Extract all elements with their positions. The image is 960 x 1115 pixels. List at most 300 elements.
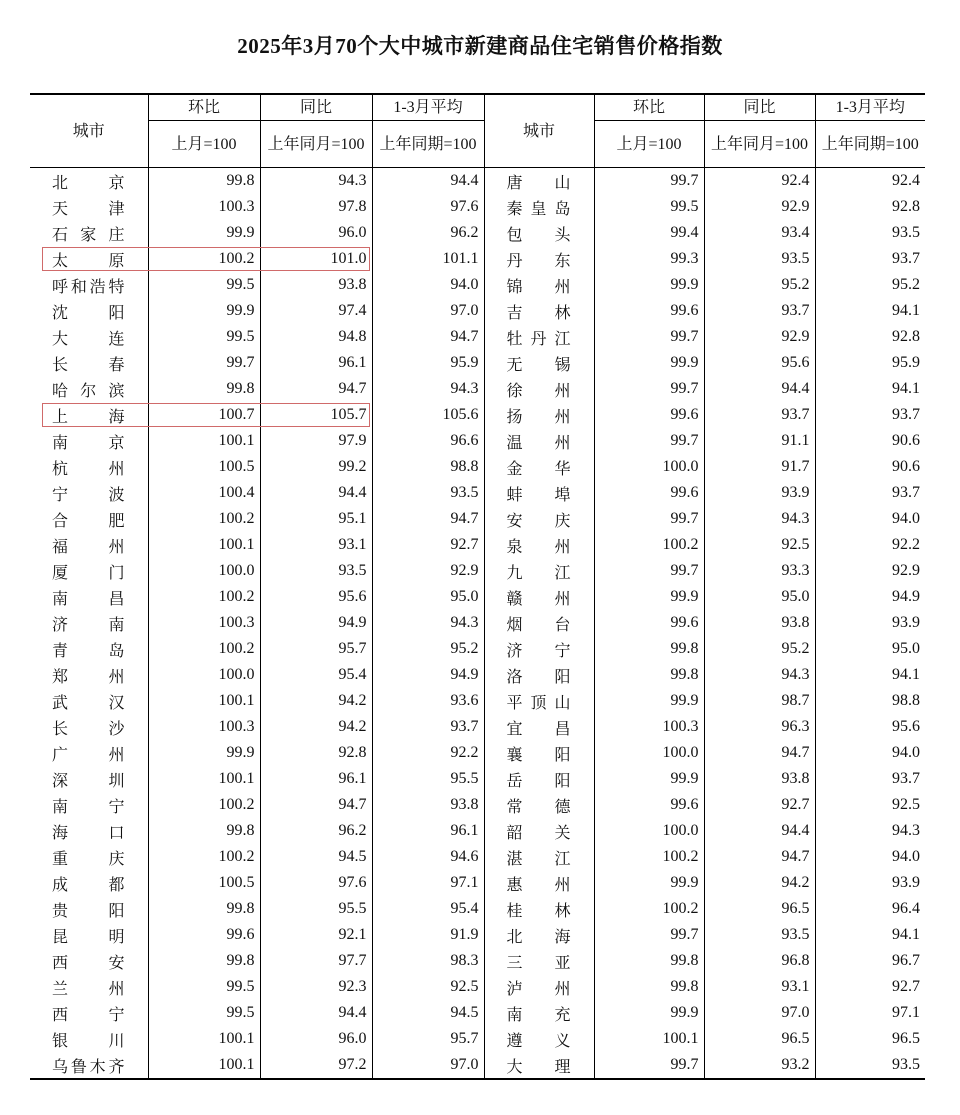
right-avg-cell: 94.1	[815, 376, 925, 402]
left-avg-cell: 98.8	[372, 454, 484, 480]
right-avg-cell: 95.9	[815, 350, 925, 376]
right-mom-cell: 99.6	[594, 792, 704, 818]
left-yoy-cell: 94.7	[260, 792, 372, 818]
left-mom-cell: 99.8	[148, 948, 260, 974]
right-yoy-cell: 93.8	[704, 766, 815, 792]
right-mom-cell: 99.7	[594, 506, 704, 532]
right-city-cell: 三亚	[506, 954, 571, 972]
right-yoy-cell: 94.2	[704, 870, 815, 896]
right-mom-cell: 99.9	[594, 766, 704, 792]
right-avg-cell: 94.0	[815, 506, 925, 532]
left-city-cell: 深圳	[52, 772, 125, 790]
left-avg-cell: 98.3	[372, 948, 484, 974]
right-avg-cell: 94.0	[815, 844, 925, 870]
right-avg-cell: 92.8	[815, 324, 925, 350]
left-yoy-cell: 95.5	[260, 896, 372, 922]
left-city-cell: 青岛	[52, 642, 125, 660]
left-yoy-cell: 95.1	[260, 506, 372, 532]
right-mom-cell: 99.9	[594, 1000, 704, 1026]
left-mom-cell: 100.2	[148, 246, 260, 272]
left-mom-cell: 100.3	[148, 610, 260, 636]
left-mom-cell: 100.1	[148, 1052, 260, 1079]
right-avg-cell: 90.6	[815, 454, 925, 480]
table-row	[30, 714, 925, 740]
left-mom-cell: 99.8	[148, 168, 260, 195]
right-city-cell: 湛江	[506, 850, 571, 868]
left-mom-cell: 100.1	[148, 428, 260, 454]
left-avg-cell: 95.4	[372, 896, 484, 922]
right-mom-cell: 99.6	[594, 610, 704, 636]
right-yoy-cell: 93.8	[704, 610, 815, 636]
table-body	[30, 168, 925, 1080]
right-city-cell: 徐州	[506, 382, 571, 400]
right-mom-cell: 99.9	[594, 584, 704, 610]
left-city-cell: 济南	[52, 616, 125, 634]
right-city-cell: 烟台	[506, 616, 571, 634]
table-row	[30, 1000, 925, 1026]
left-city-cell: 哈尔滨	[52, 382, 125, 400]
left-city-cell: 呼和浩特	[52, 278, 125, 296]
right-city-cell: 蚌埠	[506, 486, 571, 504]
right-mom-cell: 99.5	[594, 194, 704, 220]
left-mom-cell: 100.2	[148, 506, 260, 532]
left-yoy-cell: 99.2	[260, 454, 372, 480]
right-yoy-cell: 92.5	[704, 532, 815, 558]
right-yoy-cell: 93.7	[704, 298, 815, 324]
left-yoy-cell: 97.2	[260, 1052, 372, 1079]
right-yoy-cell: 95.6	[704, 350, 815, 376]
right-city-cell: 遵义	[506, 1032, 571, 1050]
left-city-cell: 天津	[52, 200, 125, 218]
left-avg-cell: 94.0	[372, 272, 484, 298]
left-avg-cell: 92.9	[372, 558, 484, 584]
right-yoy-cell: 94.4	[704, 818, 815, 844]
left-yoy-cell: 105.7	[260, 402, 372, 428]
right-yoy-cell: 94.4	[704, 376, 815, 402]
right-yoy-cell: 97.0	[704, 1000, 815, 1026]
left-avg-cell: 93.8	[372, 792, 484, 818]
table-row	[30, 168, 925, 195]
right-mom-cell: 99.7	[594, 428, 704, 454]
left-avg-cell: 97.6	[372, 194, 484, 220]
right-yoy-cell: 93.9	[704, 480, 815, 506]
left-avg-cell: 95.0	[372, 584, 484, 610]
table-row	[30, 584, 925, 610]
left-mom-cell: 100.0	[148, 558, 260, 584]
right-mom-cell: 100.0	[594, 454, 704, 480]
right-mom-cell: 99.7	[594, 324, 704, 350]
left-city-cell: 杭州	[52, 460, 125, 478]
right-yoy-cell: 93.5	[704, 246, 815, 272]
left-mom-cell: 100.1	[148, 532, 260, 558]
header-mom-base-right: 上月=100	[594, 121, 704, 168]
left-yoy-cell: 96.0	[260, 1026, 372, 1052]
left-city-cell: 大连	[52, 330, 125, 348]
right-city-cell: 赣州	[506, 590, 571, 608]
table-row	[30, 1052, 925, 1079]
right-mom-cell: 99.6	[594, 480, 704, 506]
right-yoy-cell: 93.1	[704, 974, 815, 1000]
right-avg-cell: 96.5	[815, 1026, 925, 1052]
right-city-cell: 秦皇岛	[506, 200, 571, 218]
left-yoy-cell: 94.2	[260, 688, 372, 714]
right-yoy-cell: 92.7	[704, 792, 815, 818]
left-city-cell: 沈阳	[52, 304, 125, 322]
right-city-cell: 九江	[506, 564, 571, 582]
header-avg-base-right: 上年同期=100	[815, 121, 925, 168]
right-mom-cell: 99.7	[594, 376, 704, 402]
right-mom-cell: 99.7	[594, 168, 704, 195]
left-avg-cell: 94.9	[372, 662, 484, 688]
right-avg-cell: 93.7	[815, 402, 925, 428]
right-yoy-cell: 94.7	[704, 740, 815, 766]
price-index-table	[30, 93, 925, 1080]
right-yoy-cell: 93.2	[704, 1052, 815, 1079]
right-avg-cell: 95.6	[815, 714, 925, 740]
left-city-cell: 上海	[52, 408, 125, 426]
left-avg-cell: 94.5	[372, 1000, 484, 1026]
right-city-cell: 岳阳	[506, 772, 571, 790]
right-city-cell: 宜昌	[506, 720, 571, 738]
left-yoy-cell: 94.4	[260, 480, 372, 506]
right-avg-cell: 93.7	[815, 246, 925, 272]
right-yoy-cell: 95.0	[704, 584, 815, 610]
right-mom-cell: 99.4	[594, 220, 704, 246]
left-yoy-cell: 94.9	[260, 610, 372, 636]
highlight-box	[42, 403, 370, 427]
right-mom-cell: 99.9	[594, 688, 704, 714]
right-yoy-cell: 91.7	[704, 454, 815, 480]
left-yoy-cell: 97.8	[260, 194, 372, 220]
right-avg-cell: 90.6	[815, 428, 925, 454]
right-city-cell: 唐山	[506, 174, 571, 192]
left-city-cell: 乌鲁木齐	[30, 1052, 148, 1079]
left-mom-cell: 99.5	[148, 324, 260, 350]
left-yoy-cell: 97.7	[260, 948, 372, 974]
left-mom-cell: 100.3	[148, 194, 260, 220]
table-row	[30, 740, 925, 766]
right-yoy-cell: 91.1	[704, 428, 815, 454]
left-city-cell: 西安	[52, 954, 125, 972]
left-city-cell: 福州	[52, 538, 125, 556]
left-mom-cell: 100.1	[148, 1026, 260, 1052]
left-mom-cell: 100.5	[148, 870, 260, 896]
left-avg-cell: 94.3	[372, 376, 484, 402]
right-city-cell: 扬州	[506, 408, 571, 426]
left-mom-cell: 100.2	[148, 844, 260, 870]
left-avg-cell: 97.0	[372, 298, 484, 324]
right-city-cell: 大理	[484, 1052, 594, 1079]
right-mom-cell: 99.6	[594, 402, 704, 428]
right-avg-cell: 95.2	[815, 272, 925, 298]
right-mom-cell: 99.8	[594, 662, 704, 688]
left-avg-cell: 94.7	[372, 324, 484, 350]
right-avg-cell: 92.7	[815, 974, 925, 1000]
table-row	[30, 506, 925, 532]
left-avg-cell: 97.1	[372, 870, 484, 896]
header-avg-base-left: 上年同期=100	[372, 121, 484, 168]
right-city-cell: 安庆	[506, 512, 571, 530]
table-row	[30, 922, 925, 948]
table-row	[30, 532, 925, 558]
left-city-cell: 海口	[52, 824, 125, 842]
right-yoy-cell: 95.2	[704, 636, 815, 662]
left-yoy-cell: 95.6	[260, 584, 372, 610]
header-avg-left: 1-3月平均	[372, 94, 484, 121]
right-city-cell: 北海	[506, 928, 571, 946]
left-city-cell: 郑州	[52, 668, 125, 686]
left-yoy-cell: 92.8	[260, 740, 372, 766]
page-title: 2025年3月70个大中城市新建商品住宅销售价格指数	[237, 34, 723, 58]
header-yoy-base-left: 上年同月=100	[260, 121, 372, 168]
left-avg-cell: 94.4	[372, 168, 484, 195]
left-mom-cell: 99.5	[148, 1000, 260, 1026]
right-city-cell: 惠州	[506, 876, 571, 894]
right-mom-cell: 100.2	[594, 844, 704, 870]
right-avg-cell: 96.4	[815, 896, 925, 922]
left-mom-cell: 100.2	[148, 792, 260, 818]
left-mom-cell: 100.3	[148, 714, 260, 740]
right-yoy-cell: 92.4	[704, 168, 815, 195]
right-avg-cell: 92.5	[815, 792, 925, 818]
left-city-cell: 重庆	[52, 850, 125, 868]
left-avg-cell: 95.7	[372, 1026, 484, 1052]
right-avg-cell: 93.5	[815, 220, 925, 246]
left-mom-cell: 99.5	[148, 272, 260, 298]
right-city-cell: 锦州	[506, 278, 571, 296]
left-yoy-cell: 94.2	[260, 714, 372, 740]
left-yoy-cell: 96.1	[260, 766, 372, 792]
table-row	[30, 844, 925, 870]
left-avg-cell: 105.6	[372, 402, 484, 428]
left-avg-cell: 101.1	[372, 246, 484, 272]
table-row	[30, 558, 925, 584]
right-yoy-cell: 95.2	[704, 272, 815, 298]
right-yoy-cell: 93.3	[704, 558, 815, 584]
left-yoy-cell: 93.8	[260, 272, 372, 298]
left-avg-cell: 94.6	[372, 844, 484, 870]
right-city-cell: 济宁	[506, 642, 571, 660]
left-avg-cell: 94.7	[372, 506, 484, 532]
left-mom-cell: 100.4	[148, 480, 260, 506]
right-city-cell: 牡丹江	[506, 330, 571, 348]
header-city-left: 城市	[30, 94, 148, 168]
left-yoy-cell: 101.0	[260, 246, 372, 272]
left-avg-cell: 97.0	[372, 1052, 484, 1079]
right-city-cell: 襄阳	[506, 746, 571, 764]
left-avg-cell: 93.6	[372, 688, 484, 714]
right-avg-cell: 93.9	[815, 870, 925, 896]
left-yoy-cell: 96.2	[260, 818, 372, 844]
right-avg-cell: 92.9	[815, 558, 925, 584]
right-mom-cell: 99.6	[594, 298, 704, 324]
right-city-cell: 桂林	[506, 902, 571, 920]
right-city-cell: 南充	[506, 1006, 571, 1024]
table-row	[30, 818, 925, 844]
right-yoy-cell: 96.8	[704, 948, 815, 974]
left-avg-cell: 96.2	[372, 220, 484, 246]
table-row	[30, 376, 925, 402]
left-mom-cell: 100.1	[148, 766, 260, 792]
left-yoy-cell: 93.1	[260, 532, 372, 558]
left-city-cell: 厦门	[52, 564, 125, 582]
left-avg-cell: 95.9	[372, 350, 484, 376]
left-yoy-cell: 97.6	[260, 870, 372, 896]
right-avg-cell: 93.9	[815, 610, 925, 636]
left-avg-cell: 95.5	[372, 766, 484, 792]
left-avg-cell: 91.9	[372, 922, 484, 948]
right-city-cell: 韶关	[506, 824, 571, 842]
left-mom-cell: 100.0	[148, 662, 260, 688]
header-avg-right: 1-3月平均	[815, 94, 925, 121]
right-mom-cell: 99.3	[594, 246, 704, 272]
left-city-cell: 长沙	[52, 720, 125, 738]
left-city-cell: 合肥	[52, 512, 125, 530]
left-yoy-cell: 97.4	[260, 298, 372, 324]
right-mom-cell: 100.3	[594, 714, 704, 740]
left-mom-cell: 99.8	[148, 376, 260, 402]
left-mom-cell: 99.8	[148, 818, 260, 844]
right-city-cell: 常德	[506, 798, 571, 816]
left-city-cell: 太原	[52, 252, 125, 270]
table-row	[30, 454, 925, 480]
right-yoy-cell: 96.5	[704, 1026, 815, 1052]
right-avg-cell: 94.1	[815, 922, 925, 948]
right-city-cell: 包头	[506, 226, 571, 244]
right-mom-cell: 99.8	[594, 948, 704, 974]
right-city-cell: 无锡	[506, 356, 571, 374]
left-yoy-cell: 94.3	[260, 168, 372, 195]
table-row	[30, 298, 925, 324]
left-yoy-cell: 96.1	[260, 350, 372, 376]
left-yoy-cell: 94.4	[260, 1000, 372, 1026]
left-avg-cell: 95.2	[372, 636, 484, 662]
right-yoy-cell: 94.3	[704, 506, 815, 532]
right-yoy-cell: 92.9	[704, 324, 815, 350]
highlight-box	[42, 247, 370, 271]
header-yoy-left: 同比	[260, 94, 372, 121]
left-city-cell: 南宁	[52, 798, 125, 816]
left-city-cell: 贵阳	[52, 902, 125, 920]
left-avg-cell: 96.6	[372, 428, 484, 454]
right-yoy-cell: 93.7	[704, 402, 815, 428]
right-city-cell: 金华	[506, 460, 571, 478]
right-city-cell: 洛阳	[506, 668, 571, 686]
table-row	[30, 428, 925, 454]
table-row	[30, 480, 925, 506]
left-avg-cell: 96.1	[372, 818, 484, 844]
left-mom-cell: 100.2	[148, 584, 260, 610]
right-avg-cell: 93.7	[815, 480, 925, 506]
right-mom-cell: 99.7	[594, 1052, 704, 1079]
left-avg-cell: 94.3	[372, 610, 484, 636]
left-mom-cell: 99.8	[148, 896, 260, 922]
header-mom-right: 环比	[594, 94, 704, 121]
left-city-cell: 兰州	[52, 980, 125, 998]
left-yoy-cell: 94.7	[260, 376, 372, 402]
left-city-cell: 宁波	[52, 486, 125, 504]
left-avg-cell: 92.5	[372, 974, 484, 1000]
right-mom-cell: 100.0	[594, 740, 704, 766]
table-row	[30, 610, 925, 636]
right-yoy-cell: 93.4	[704, 220, 815, 246]
right-yoy-cell: 92.9	[704, 194, 815, 220]
left-city-cell: 银川	[52, 1032, 125, 1050]
table-row	[30, 688, 925, 714]
table-row	[30, 194, 925, 220]
left-mom-cell: 100.7	[148, 402, 260, 428]
left-avg-cell: 92.2	[372, 740, 484, 766]
right-avg-cell: 92.8	[815, 194, 925, 220]
table-row	[30, 870, 925, 896]
table-row	[30, 220, 925, 246]
left-yoy-cell: 92.3	[260, 974, 372, 1000]
left-city-cell: 北京	[52, 174, 125, 192]
right-avg-cell: 92.2	[815, 532, 925, 558]
header-mom-left: 环比	[148, 94, 260, 121]
left-avg-cell: 93.7	[372, 714, 484, 740]
left-mom-cell: 99.9	[148, 740, 260, 766]
left-mom-cell: 99.7	[148, 350, 260, 376]
right-avg-cell: 95.0	[815, 636, 925, 662]
right-mom-cell: 100.2	[594, 532, 704, 558]
table-row	[30, 896, 925, 922]
right-city-cell: 泉州	[506, 538, 571, 556]
table-row	[30, 324, 925, 350]
left-city-cell: 南昌	[52, 590, 125, 608]
right-avg-cell: 92.4	[815, 168, 925, 195]
right-avg-cell: 98.8	[815, 688, 925, 714]
left-avg-cell: 92.7	[372, 532, 484, 558]
right-mom-cell: 99.8	[594, 974, 704, 1000]
right-mom-cell: 99.7	[594, 922, 704, 948]
right-city-cell: 泸州	[506, 980, 571, 998]
left-city-cell: 南京	[52, 434, 125, 452]
right-mom-cell: 99.9	[594, 350, 704, 376]
right-yoy-cell: 96.5	[704, 896, 815, 922]
left-yoy-cell: 96.0	[260, 220, 372, 246]
left-city-cell: 成都	[52, 876, 125, 894]
right-avg-cell: 94.0	[815, 740, 925, 766]
left-yoy-cell: 94.5	[260, 844, 372, 870]
right-city-cell: 吉林	[506, 304, 571, 322]
right-yoy-cell: 96.3	[704, 714, 815, 740]
left-mom-cell: 99.9	[148, 298, 260, 324]
left-mom-cell: 100.1	[148, 688, 260, 714]
right-mom-cell: 100.1	[594, 1026, 704, 1052]
right-avg-cell: 94.1	[815, 662, 925, 688]
right-yoy-cell: 93.5	[704, 922, 815, 948]
right-yoy-cell: 94.3	[704, 662, 815, 688]
left-city-cell: 武汉	[52, 694, 125, 712]
table-row	[30, 792, 925, 818]
right-mom-cell: 99.7	[594, 558, 704, 584]
right-mom-cell: 99.9	[594, 870, 704, 896]
left-city-cell: 广州	[52, 746, 125, 764]
left-city-cell: 石家庄	[52, 226, 125, 244]
left-city-cell: 昆明	[52, 928, 125, 946]
table-row	[30, 1026, 925, 1052]
right-city-cell: 丹东	[506, 252, 571, 270]
left-city-cell: 长春	[52, 356, 125, 374]
left-yoy-cell: 95.7	[260, 636, 372, 662]
right-yoy-cell: 94.7	[704, 844, 815, 870]
table-row	[30, 636, 925, 662]
right-avg-cell: 93.7	[815, 766, 925, 792]
right-mom-cell: 99.9	[594, 272, 704, 298]
left-mom-cell: 99.9	[148, 220, 260, 246]
header-yoy-base-right: 上年同月=100	[704, 121, 815, 168]
